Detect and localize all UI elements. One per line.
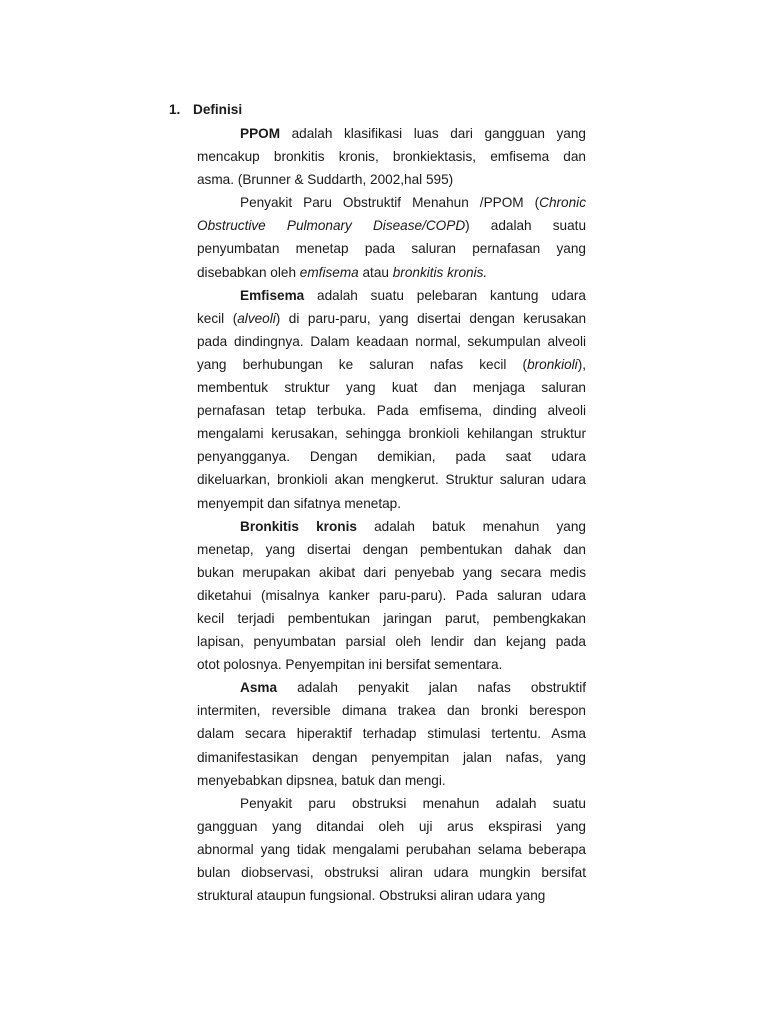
text-line bbox=[197, 538, 586, 561]
text-run: adalah suatu pelebaran kantung udara bbox=[304, 287, 586, 303]
text-run: intermiten, reversible dimana trakea dan bronki berespon bbox=[197, 703, 586, 719]
text-run: ) di paru-paru, yang disertai dengan kerusakan bbox=[275, 310, 586, 326]
text-run: otot polosnya. Penyempitan ini bersifat sementara. bbox=[197, 657, 503, 673]
text-line bbox=[197, 492, 586, 515]
text-line bbox=[197, 307, 586, 330]
text-run: gangguan yang ditandai oleh uji arus ekspirasi yang bbox=[197, 818, 586, 834]
text-line bbox=[197, 376, 586, 399]
section-title: Definisi bbox=[193, 102, 243, 117]
text-run: adalah batuk menahun yang bbox=[356, 518, 586, 534]
text-run: ), bbox=[577, 356, 586, 372]
text-line bbox=[197, 607, 586, 630]
text-run: mencakup bronkitis kronis, bronkiektasis, emfisema dan bbox=[197, 149, 586, 165]
text-run: Penyakit Paru Obstruktif Menahun /PPOM ( bbox=[240, 195, 540, 211]
text-run: asma. (Brunner & Suddarth, 2002,hal 595) bbox=[197, 172, 454, 188]
text-run: kecil ( bbox=[197, 310, 238, 326]
paragraph bbox=[197, 191, 586, 283]
italic-term: Chronic bbox=[539, 195, 586, 211]
text-line bbox=[197, 330, 586, 353]
section-body bbox=[197, 122, 586, 907]
text-run: Penyakit paru obstruksi menahun adalah suatu bbox=[240, 795, 586, 811]
text-line bbox=[197, 214, 586, 237]
text-run: atau bbox=[358, 264, 393, 280]
text-line bbox=[197, 145, 586, 168]
text-run: lapisan, penyumbatan parsial oleh lendir dan kejang pada bbox=[197, 634, 586, 650]
section-heading bbox=[169, 100, 242, 120]
text-line bbox=[197, 261, 586, 284]
text-line bbox=[197, 284, 586, 307]
text-line bbox=[197, 399, 586, 422]
text-run: bukan merupakan akibat dari penyebab yang secara medis bbox=[197, 564, 586, 580]
text-run: penyumbatan menetap pada saluran pernafasan yang bbox=[197, 241, 586, 257]
italic-term: Obstructive Pulmonary Disease/COPD bbox=[197, 218, 466, 234]
text-line bbox=[197, 884, 586, 907]
text-line bbox=[197, 237, 586, 260]
text-run: dikeluarkan, bronkioli akan mengkerut. Struktur saluran udara bbox=[197, 472, 586, 488]
bold-term: Emfisema bbox=[240, 287, 305, 303]
text-line bbox=[197, 561, 586, 584]
text-run: mengalami kerusakan, sehingga bronkioli kehilangan struktur bbox=[197, 426, 586, 442]
section-number: 1. bbox=[169, 102, 181, 117]
text-run: diketahui (misalnya kanker paru-paru). Pada saluran udara bbox=[197, 587, 586, 603]
paragraph bbox=[197, 676, 586, 791]
text-run: penyangganya. Dengan demikian, pada saat udara bbox=[197, 449, 586, 465]
text-run: abnormal yang tidak mengalami perubahan selama beberapa bbox=[197, 841, 586, 857]
text-line bbox=[197, 168, 586, 191]
text-run: pernafasan tetap terbuka. Pada emfisema, dinding alveoli bbox=[197, 403, 586, 419]
text-line bbox=[197, 584, 586, 607]
text-line bbox=[197, 722, 586, 745]
text-line bbox=[197, 630, 586, 653]
bold-term: Bronkitis kronis bbox=[240, 518, 357, 534]
text-line bbox=[197, 191, 586, 214]
text-line bbox=[197, 422, 586, 445]
text-run: menyebabkan dipsnea, batuk dan mengi. bbox=[197, 772, 446, 788]
text-run: membentuk struktur yang kuat dan menjaga saluran bbox=[197, 380, 586, 396]
text-line bbox=[197, 746, 586, 769]
text-line bbox=[197, 838, 586, 861]
bold-term: PPOM bbox=[240, 126, 281, 141]
text-line bbox=[197, 792, 586, 815]
bold-term: Asma bbox=[240, 680, 278, 696]
text-line bbox=[197, 122, 586, 145]
text-line bbox=[197, 653, 586, 676]
text-line bbox=[197, 769, 586, 792]
text-run: kecil terjadi pembentukan jaringan parut, pembengkakan bbox=[197, 610, 586, 626]
italic-term: emfisema bbox=[299, 264, 359, 280]
text-line bbox=[197, 468, 586, 491]
text-run: dalam secara hiperaktif terhadap stimulasi tertentu. Asma bbox=[197, 726, 586, 742]
paragraph bbox=[197, 122, 586, 191]
text-run: menyempit dan sifatnya menetap. bbox=[197, 495, 402, 511]
text-line bbox=[197, 353, 586, 376]
text-line bbox=[197, 699, 586, 722]
italic-term: bronkitis kronis. bbox=[392, 264, 488, 280]
text-line bbox=[197, 815, 586, 838]
text-run: struktural ataupun fungsional. Obstruksi aliran udara yang bbox=[197, 888, 546, 904]
text-run: yang berhubungan ke saluran nafas kecil ( bbox=[197, 356, 528, 372]
text-run: adalah penyakit jalan nafas obstruktif bbox=[277, 680, 586, 696]
paragraph bbox=[197, 515, 586, 677]
text-line bbox=[197, 445, 586, 468]
italic-term: bronkioli bbox=[527, 356, 578, 372]
text-run: adalah klasifikasi luas dari gangguan yang bbox=[280, 126, 586, 141]
text-run: pada dindingnya. Dalam keadaan normal, sekumpulan alveoli bbox=[197, 333, 586, 349]
paragraph bbox=[197, 284, 586, 515]
text-run: ) adalah suatu bbox=[465, 218, 586, 234]
text-run: bulan diobservasi, obstruksi aliran udara mungkin bersifat bbox=[197, 865, 586, 880]
text-line bbox=[197, 676, 586, 699]
italic-term: alveoli bbox=[237, 310, 276, 326]
text-run: menetap, yang disertai dengan pembentukan dahak dan bbox=[197, 541, 586, 557]
text-run: dimanifestasikan dengan penyempitan jalan nafas, yang bbox=[197, 749, 586, 765]
text-line bbox=[197, 515, 586, 538]
text-line bbox=[197, 861, 586, 884]
text-run: disebabkan oleh bbox=[197, 264, 300, 280]
paragraph bbox=[197, 792, 586, 907]
